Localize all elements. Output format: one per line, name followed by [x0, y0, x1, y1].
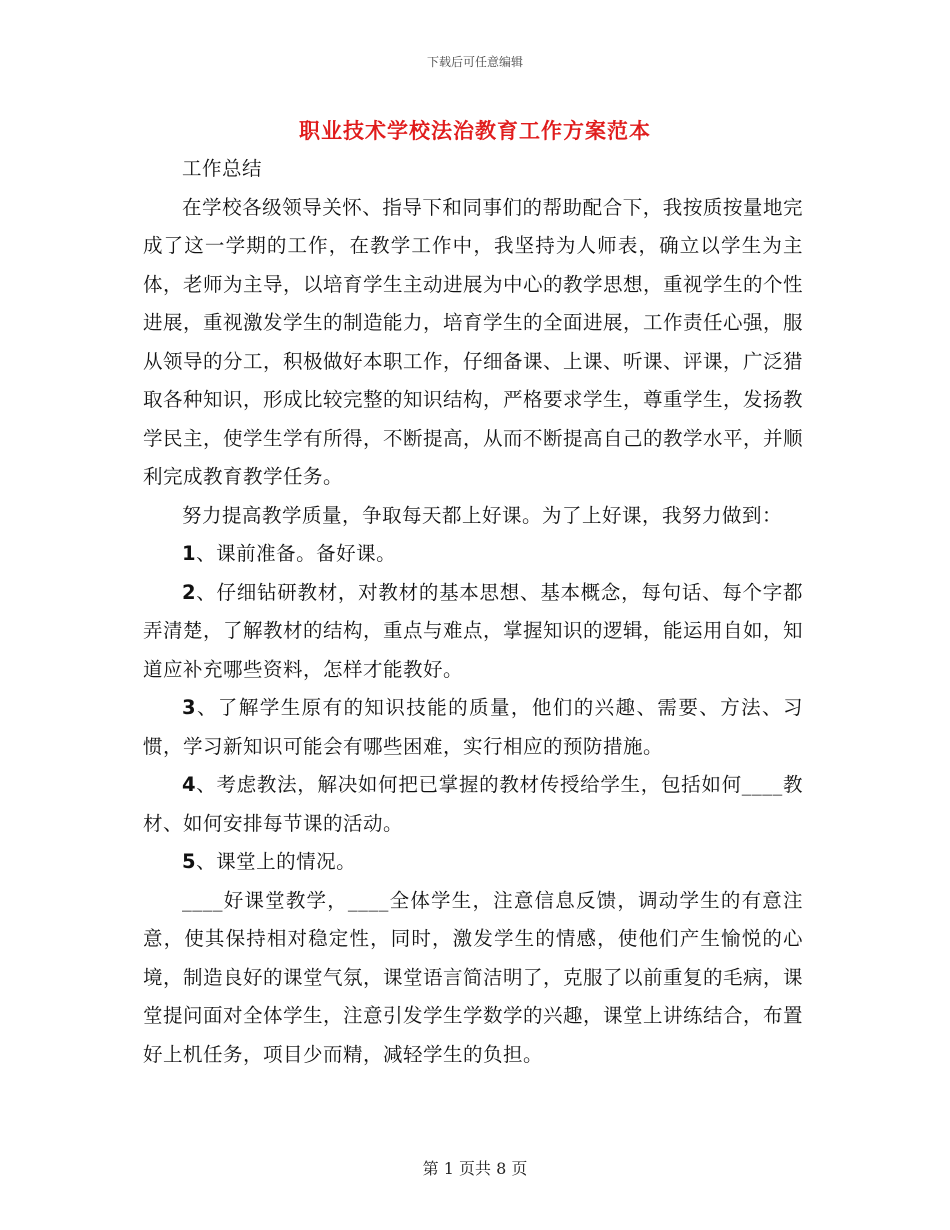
list-number: 2: [182, 580, 197, 604]
paragraph: 努力提高教学质量，争取每天都上好课。为了上好课，我努力做到：: [182, 503, 783, 527]
list-item: 1、课前准备。备好课。: [182, 542, 397, 565]
list-number: 4: [182, 773, 197, 796]
paragraph-section-label: 工作总结: [182, 157, 263, 180]
document-body: [143, 150, 803, 1074]
paragraph: 在学校各级领导关怀、指导下和同事们的帮助配合下，我按质按量地完成了这一学期的工作，在教学工作中，我坚持为人师表，确立以学生为主体，老师为主导，以培育学生主动进展为中心的教学思想，重视学生的个性进展，重视激发学生的制造能力，培育学生的全面进展，工作责任心强，服从领导的分工，积极做好本职工作，仔细备课、上课、听课、评课，广泛猎取各种知识，形成比较完整的知识结构，严格要求学生，尊重学生，发扬教学民主，使学生学有所得，不断提高，从而不断提高自己的教学水平，并顺利完成教育教学任务。: [143, 195, 804, 488]
list-item: 3、了解学生原有的知识技能的质量，他们的兴趣、需要、方法、习惯，学习新知识可能会有哪些困难，实行相应的预防措施。: [143, 696, 803, 758]
list-number: 5: [182, 850, 197, 873]
list-item: 2、仔细钻研教材，对教材的基本思想、基本概念，每句话、每个字都弄清楚，了解教材的结构，重点与难点，掌握知识的逻辑，能运用自如，知道应补充哪些资料，怎样才能教好。: [143, 580, 804, 681]
document-title: 职业技术学校法治教育工作方案范本: [299, 118, 651, 143]
list-number: 3: [182, 696, 197, 719]
list-item: 4、考虑教法，解决如何把已掌握的教材传授给学生，包括如何____教材、如何安排每节课的活动。: [143, 773, 803, 835]
page-header: 下载后可任意编辑: [426, 55, 523, 69]
list-item: 5、课堂上的情况。: [182, 850, 357, 873]
page-footer: 第 1 页共 8 页: [422, 1159, 528, 1178]
list-number: 1: [182, 542, 197, 565]
paragraph: ____好课堂教学，____全体学生，注意信息反馈，调动学生的有意注意，使其保持相对稳定性，同时，激发学生的情感，使他们产生愉悦的心境，制造良好的课堂气氛，课堂语言简洁明了，克服了以前重复的毛病，课堂提问面对全体学生，注意引发学生学数学的兴趣，课堂上讲练结合，布置好上机任务，项目少而精，减轻学生的负担。: [143, 888, 804, 1066]
